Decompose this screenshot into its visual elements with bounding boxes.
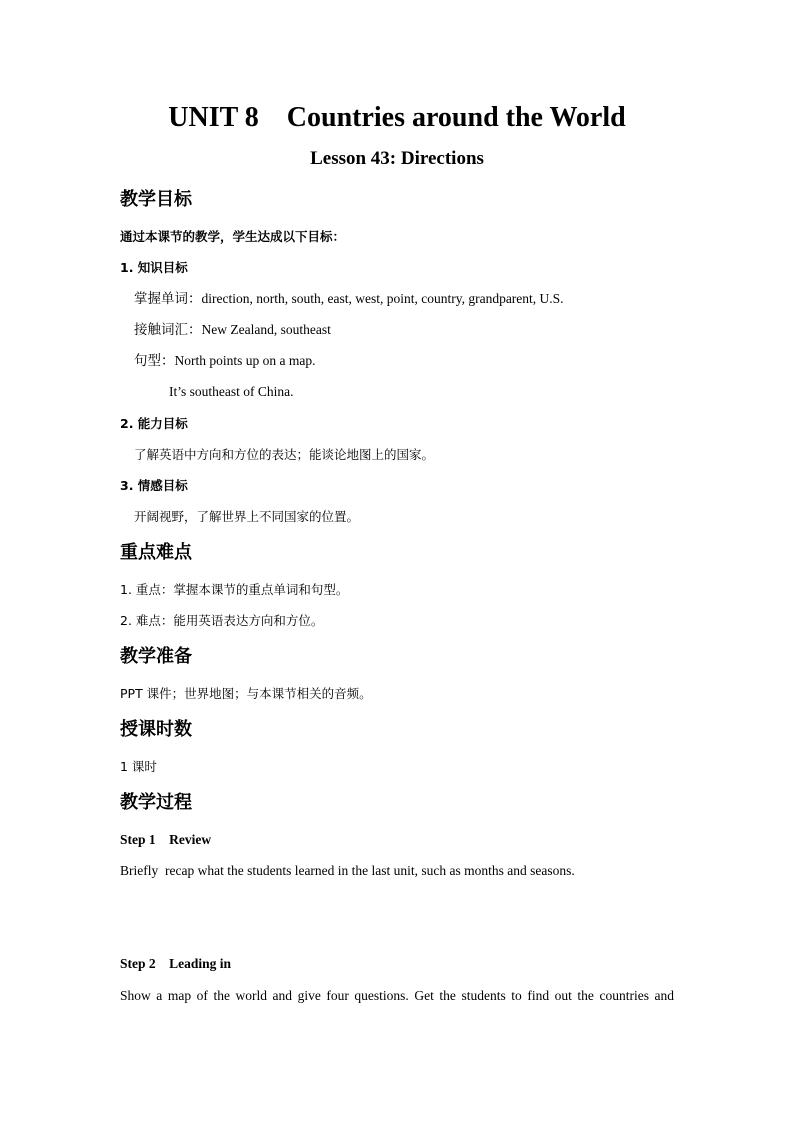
section-heading-hours: 授课时数 <box>120 719 192 740</box>
emotion-objective-label: 3. 情感目标 <box>120 478 188 493</box>
step-1-title: Step 1 Review <box>120 832 212 847</box>
step-1-text: Briefly recap what the students learned in the last unit, such as months and seasons. <box>120 863 575 878</box>
difficulty-item: 2. 难点：能用英语表达方向和方位。 <box>120 613 324 628</box>
emotion-objective-text: 开阔视野，了解世界上不同国家的位置。 <box>134 509 360 524</box>
step-2-text: Show a map of the world and give four questions. Get the students to find out the countries and <box>120 988 674 1003</box>
vocabulary-exposure-line: 接触词汇：New Zealand, southeast <box>134 322 331 337</box>
knowledge-objective-label: 1. 知识目标 <box>120 260 188 275</box>
ability-objective-text: 了解英语中方向和方位的表达；能谈论地图上的国家。 <box>134 447 435 462</box>
document-title: UNIT 8 Countries around the World <box>168 102 626 133</box>
step-2-title: Step 2 Leading in <box>120 956 232 971</box>
vocabulary-master-line: 掌握单词：direction, north, south, east, west, point, country, grandparent, U.S. <box>134 291 564 306</box>
section-heading-preparation: 教学准备 <box>120 646 192 667</box>
ability-objective-label: 2. 能力目标 <box>120 416 188 431</box>
sentence-pattern-line-2: It’s southeast of China. <box>169 384 294 399</box>
sentence-pattern-line: 句型：North points up on a map. <box>134 353 316 368</box>
hours-text: 1 课时 <box>120 759 157 774</box>
key-point-item: 1. 重点：掌握本课节的重点单词和句型。 <box>120 582 349 597</box>
section-heading-key-points: 重点难点 <box>120 542 192 563</box>
section-heading-objectives: 教学目标 <box>120 189 192 210</box>
preparation-text: PPT 课件；世界地图；与本课节相关的音频。 <box>120 686 372 701</box>
section-heading-process: 教学过程 <box>120 792 192 813</box>
objectives-intro: 通过本课节的教学，学生达成以下目标： <box>120 229 346 244</box>
lesson-subtitle: Lesson 43: Directions <box>310 148 484 169</box>
